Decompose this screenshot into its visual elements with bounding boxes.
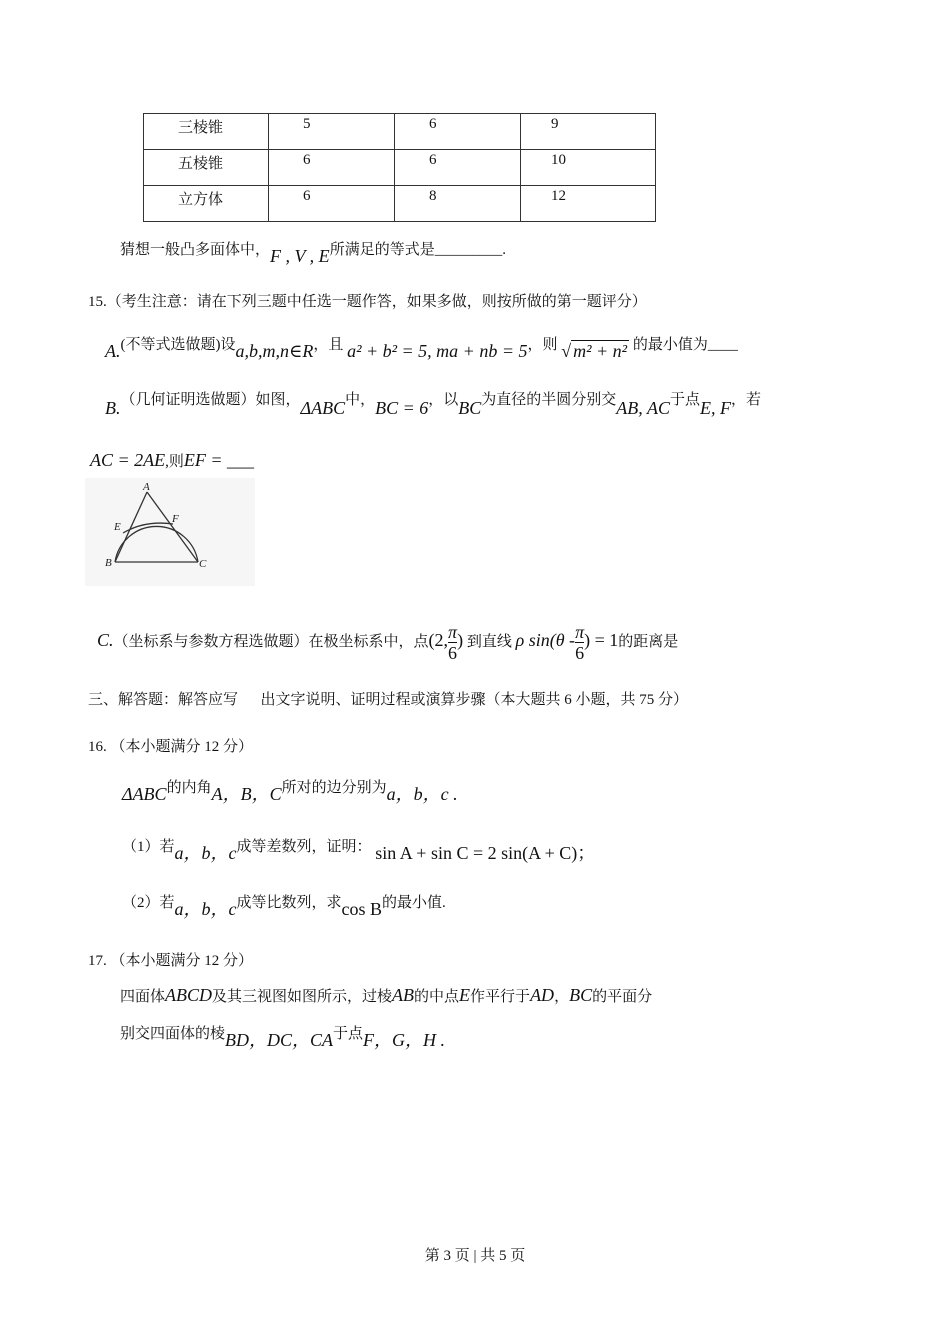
- label: C.: [97, 630, 114, 650]
- fraction: [575, 622, 584, 663]
- text: ，以: [428, 392, 459, 408]
- q15-b-line2: [90, 450, 254, 472]
- math: ): [457, 630, 464, 650]
- math: a，b，c: [174, 843, 237, 863]
- math: A，B，C: [211, 784, 282, 804]
- q14-conjecture: [120, 238, 506, 266]
- text: 猜想一般凸多面体中，: [120, 242, 271, 258]
- math: F , V , E: [270, 246, 330, 266]
- label-e: E: [114, 521, 121, 533]
- text: 的平面分: [592, 989, 653, 1005]
- fraction: [448, 622, 457, 663]
- table-row: [144, 150, 656, 186]
- denominator: 6: [448, 643, 458, 664]
- math: AB: [392, 985, 415, 1005]
- q17-header: 17. （本小题满分 12 分）: [88, 953, 254, 969]
- q15-a: A.(不等式选做题)设a,b,m,n∈R，且 a² + b² = 5, ma + nb = 5，则 √ m² + n² 的最小值为____: [105, 337, 738, 361]
- page-footer: 第 3 页 | 共 5 页: [424, 1248, 526, 1264]
- text: ，则: [527, 337, 558, 353]
- math: AB, AC: [616, 398, 670, 418]
- math: (2,: [428, 630, 449, 650]
- table-cell: 五棱锥: [144, 150, 269, 186]
- table-row: [144, 114, 656, 150]
- equation: sin A + sin C = 2 sin(A + C)；: [375, 843, 596, 863]
- text: ，且: [313, 337, 344, 353]
- table-cell: 6: [269, 150, 395, 186]
- math: F，G，H .: [363, 1030, 446, 1050]
- text: 作平行于: [470, 989, 531, 1005]
- table-cell: 5: [269, 114, 395, 150]
- q17-line2: [120, 1022, 446, 1050]
- text: （几何证明选做题）如图，: [120, 392, 301, 408]
- text: 所满足的等式是_________.: [329, 242, 506, 258]
- math: ΔABC: [122, 784, 167, 804]
- q16-part1: [122, 835, 596, 863]
- text: 所对的边分别为: [281, 780, 387, 796]
- math: ABCD: [165, 985, 213, 1005]
- text: 为直径的半圆分别交: [481, 392, 617, 408]
- math: a² + b² = 5, ma + nb = 5: [347, 341, 528, 361]
- math: a，b，c: [174, 899, 237, 919]
- text: (不等式选做题)设: [120, 337, 236, 353]
- math: E, F: [699, 398, 731, 418]
- q17-line1: [120, 985, 652, 1007]
- math: AC = 2AE: [90, 450, 166, 470]
- polyhedra-table: [143, 113, 656, 222]
- math: AD: [530, 985, 555, 1005]
- math: ΔABC: [300, 398, 346, 418]
- numerator: π: [575, 622, 585, 643]
- q15-header: 15.（考生注意：请在下列三题中任选一题作答，如果多做，则按所做的第一题评分）: [88, 294, 647, 310]
- text: 的中点: [414, 989, 460, 1005]
- denominator: 6: [575, 643, 585, 664]
- section-3-heading: 三、解答题：解答应写 出文字说明、证明过程或演算步骤（本大题共 6 小题，共 75 分）: [88, 692, 689, 708]
- text: 到直线: [466, 634, 512, 650]
- math: EF = ___: [183, 450, 255, 470]
- math: BC: [569, 985, 593, 1005]
- label: （1）若: [122, 839, 175, 855]
- text: 于点: [333, 1026, 364, 1042]
- table-cell: 6: [395, 150, 521, 186]
- q16-stem: [122, 776, 458, 804]
- text: 的最小值.: [382, 895, 446, 911]
- label-f: F: [172, 513, 179, 525]
- table-cell: 9: [521, 114, 656, 150]
- table-row: [144, 186, 656, 222]
- table-cell: 10: [521, 150, 656, 186]
- math: BD，DC，CA: [225, 1030, 334, 1050]
- text: 的最小值为____: [632, 337, 738, 353]
- equation: cos B: [341, 899, 383, 919]
- math: ) = 1: [584, 630, 619, 650]
- text: ，: [554, 989, 570, 1005]
- table-cell: 三棱锥: [144, 114, 269, 150]
- math: m² + n²: [573, 341, 628, 361]
- text: 的距离是: [618, 634, 679, 650]
- q16-header: 16. （本小题满分 12 分）: [88, 739, 254, 755]
- text: 的内角: [166, 780, 212, 796]
- math: BC = 6: [375, 398, 429, 418]
- q15-b: [105, 388, 761, 418]
- text: ，若: [730, 392, 761, 408]
- math: ρ sin(θ -: [515, 630, 576, 650]
- text: 中，: [345, 392, 376, 408]
- table-cell: 立方体: [144, 186, 269, 222]
- text: 四面体: [120, 989, 166, 1005]
- text: 于点: [669, 392, 700, 408]
- math: a,b,m,n∈R: [235, 341, 314, 361]
- table-cell: 8: [395, 186, 521, 222]
- math: E: [459, 985, 471, 1005]
- table-cell: 6: [395, 114, 521, 150]
- label-b: B: [105, 557, 112, 569]
- text: 成等比数列，求: [236, 895, 342, 911]
- q15-c: [97, 620, 678, 663]
- label-c: C: [199, 558, 207, 570]
- math: BC: [458, 398, 482, 418]
- label-a: A: [143, 481, 150, 493]
- text: 及其三视图如图所示，过棱: [212, 989, 393, 1005]
- text: （坐标系与参数方程选做题）在极坐标系中，点: [113, 634, 429, 650]
- numerator: π: [448, 622, 458, 643]
- table-cell: 6: [269, 186, 395, 222]
- q16-part2: [122, 891, 446, 919]
- label: A.: [105, 341, 121, 361]
- text: 成等差数列，证明：: [236, 839, 372, 855]
- table-cell: 12: [521, 186, 656, 222]
- math: a，b，c .: [386, 784, 458, 804]
- triangle-semicircle-figure: [85, 478, 255, 586]
- text: ,则: [165, 454, 184, 470]
- label: B.: [105, 398, 121, 418]
- text: 别交四面体的棱: [120, 1026, 226, 1042]
- label: （2）若: [122, 895, 175, 911]
